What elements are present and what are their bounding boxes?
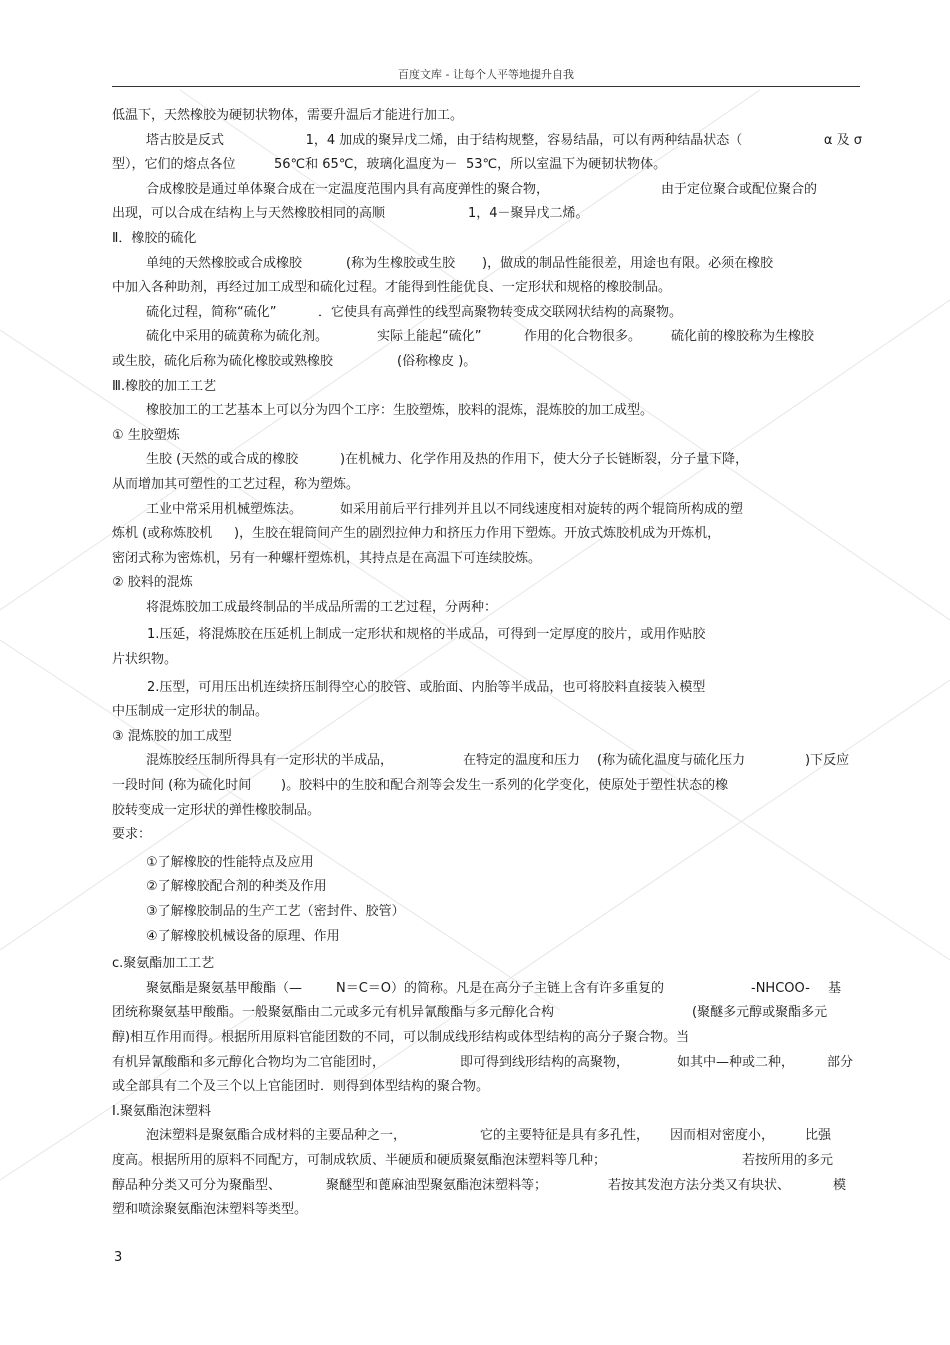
text-line bbox=[112, 202, 862, 227]
text-line bbox=[112, 1174, 862, 1199]
text-segment: ③ 混炼胶的加工成型 bbox=[112, 728, 232, 744]
text-segment: 泡沫塑料是聚氨酯合成材料的主要品种之一， bbox=[146, 1128, 407, 1144]
text-segment: 若按所用的多元 bbox=[742, 1152, 834, 1168]
text-segment: 炼机 (或称炼胶机 bbox=[112, 526, 213, 542]
text-segment: 1.压延，将混炼胶在压延机上制成一定形状和规格的半成品，可得到一定厚度的胶片，或用作贴胶 bbox=[147, 627, 706, 643]
text-segment: 若按其发泡方法分类又有块状、 bbox=[608, 1177, 791, 1193]
text-line bbox=[112, 1001, 862, 1026]
text-segment: 要求： bbox=[112, 827, 152, 843]
text-segment: )，生胶在辊筒间产生的剧烈拉伸力和挤压力作用下塑炼。开放式炼胶机成为开炼机， bbox=[234, 526, 721, 542]
text-line bbox=[112, 799, 862, 824]
text-line bbox=[112, 1051, 862, 1076]
page-header bbox=[112, 66, 860, 87]
text-segment: 比强 bbox=[805, 1128, 832, 1144]
text-segment: 胶转变成一定形状的弹性橡胶制品。 bbox=[112, 802, 321, 818]
text-segment: 团统称聚氨基甲酸酯。一般聚氨酯由二元或多元有机异氰酸酯与多元醇化合构 bbox=[112, 1005, 555, 1021]
text-segment: 中加入各种助剂，再经过加工成型和硫化过程。才能得到性能优良、一定形状和规格的橡胶制品。 bbox=[112, 280, 672, 296]
text-line bbox=[112, 1026, 862, 1051]
text-segment: 聚醚型和蓖麻油型聚氨酯泡沫塑料等； bbox=[326, 1177, 548, 1193]
text-segment: N＝C＝O）的简称。凡是在高分子主链上含有许多重复的 bbox=[336, 980, 665, 996]
text-segment: ．它使具有高弹性的线型高聚物转变成交联网状结构的高聚物。 bbox=[318, 304, 683, 320]
subsection-heading bbox=[112, 571, 862, 596]
text-segment: 如采用前后平行排列并且以不同线速度相对旋转的两个辊筒所构成的塑 bbox=[340, 501, 744, 517]
text-segment: ③了解橡胶制品的生产工艺（密封件、胶管） bbox=[146, 904, 405, 919]
requirement-item bbox=[112, 900, 862, 925]
text-line bbox=[112, 1149, 862, 1174]
text-line bbox=[112, 153, 862, 178]
text-segment: 它的主要特征是具有多孔性， bbox=[480, 1128, 650, 1144]
text-segment: (称为生橡胶或生胶 bbox=[346, 255, 456, 271]
text-segment: (称为硫化温度与硫化压力 bbox=[597, 753, 746, 769]
text-segment: ①了解橡胶的性能特点及应用 bbox=[146, 854, 314, 870]
text-line bbox=[112, 350, 862, 375]
text-segment: 橡胶加工的工艺基本上可以分为四个工序：生胶塑炼，胶料的混炼，混炼胶的加工成型。 bbox=[146, 403, 654, 419]
text-segment: 有机异氰酸酯和多元醇化合物均为二官能团时， bbox=[112, 1054, 386, 1070]
text-segment: 基 bbox=[828, 980, 842, 996]
text-line bbox=[112, 276, 862, 301]
section-heading bbox=[112, 227, 862, 252]
text-segment: 56℃和 65℃，玻璃化温度为－ bbox=[274, 157, 458, 173]
text-segment: 即可得到线形结构的高聚物， bbox=[460, 1054, 630, 1070]
text-line bbox=[112, 498, 862, 523]
text-segment: 醇)相互作用而得。根据所用原料官能团数的不同，可以制成线形结构或体型结构的高分子聚合物。当 bbox=[112, 1029, 690, 1045]
text-segment: 工业中常采用机械塑炼法。 bbox=[146, 501, 303, 517]
document-body bbox=[112, 104, 862, 1223]
header-title: 百度文库 - 让每个人平等地提升自我 bbox=[398, 68, 574, 81]
subsection-heading bbox=[112, 424, 862, 449]
text-segment: 混炼胶经压制所得具有一定形状的半成品， bbox=[146, 753, 394, 769]
text-segment: 2.压型，可用压出机连续挤压制得空心的胶管、或胎面、内胎等半成品，也可将胶料直接装入模型 bbox=[147, 679, 706, 695]
text-segment: 型），它们的熔点各位 bbox=[112, 157, 236, 173]
text-segment: 中压制成一定形状的制品。 bbox=[112, 704, 269, 720]
text-segment: -NHCOO- bbox=[751, 980, 810, 996]
text-line bbox=[112, 104, 862, 129]
text-line bbox=[112, 522, 862, 547]
subsection-heading bbox=[112, 1100, 862, 1125]
text-segment: 部分 bbox=[827, 1054, 854, 1070]
text-segment: )，做成的制品性能很差，用途也有限。必须在橡胶 bbox=[482, 255, 774, 271]
text-segment: 度高。根据所用的原料不同配方，可制成软质、半硬质和硬质聚氨酯泡沫塑料等几种； bbox=[112, 1152, 607, 1168]
text-segment: 聚氨酯是聚氨基甲酸酯（— bbox=[146, 980, 303, 996]
text-segment: 如其中—种或二种， bbox=[677, 1054, 795, 1070]
text-segment: 模 bbox=[833, 1177, 847, 1193]
text-line bbox=[112, 1198, 862, 1223]
text-segment: (聚醚多元醇或聚酯多元 bbox=[692, 1005, 828, 1021]
text-segment: c.聚氨酯加工工艺 bbox=[112, 956, 215, 972]
text-segment: 在特定的温度和压力 bbox=[463, 753, 581, 769]
subsection-heading bbox=[112, 725, 862, 750]
text-line bbox=[112, 252, 862, 277]
text-line bbox=[112, 749, 862, 774]
text-segment: 塑和喷涂聚氨酯泡沫塑料等类型。 bbox=[112, 1202, 308, 1218]
text-segment: 由于定位聚合或配位聚合的 bbox=[661, 181, 818, 197]
text-line bbox=[112, 547, 862, 572]
text-line bbox=[112, 1075, 862, 1100]
text-segment: ④了解橡胶机械设备的原理、作用 bbox=[146, 928, 340, 944]
text-line bbox=[112, 301, 862, 326]
text-line bbox=[112, 399, 862, 424]
text-segment: (俗称橡皮 )。 bbox=[397, 353, 477, 369]
text-segment: 1，4 加成的聚异戊二烯，由于结构规整，容易结晶，可以有两种结晶状态（ bbox=[305, 132, 743, 148]
text-line bbox=[112, 325, 862, 350]
text-segment: 合成橡胶是通过单体聚合成在一定温度范围内具有高度弹性的聚合物， bbox=[146, 181, 550, 197]
text-line bbox=[112, 1124, 862, 1149]
text-segment: )在机械力、化学作用及热的作用下，使大分子长链断裂，分子量下降， bbox=[340, 452, 749, 468]
text-segment: Ⅰ.聚氨酯泡沫塑料 bbox=[112, 1103, 211, 1119]
text-line bbox=[112, 178, 862, 203]
text-segment: )。胶料中的生胶和配合剂等会发生一系列的化学变化，使原处于塑性状态的橡 bbox=[281, 778, 729, 794]
page-number: 3 bbox=[114, 1250, 123, 1265]
text-segment: 从而增加其可塑性的工艺过程，称为塑炼。 bbox=[112, 476, 360, 492]
text-line bbox=[112, 129, 862, 154]
text-segment: ②了解橡胶配合剂的种类及作用 bbox=[146, 879, 327, 895]
text-line bbox=[112, 977, 862, 1002]
text-segment: ① 生胶塑炼 bbox=[112, 427, 180, 443]
text-line bbox=[112, 623, 862, 648]
text-segment: ② 胶料的混炼 bbox=[112, 575, 193, 591]
text-line bbox=[112, 596, 862, 621]
requirement-item bbox=[112, 925, 862, 950]
text-segment: 醇品种分类又可分为聚酯型、 bbox=[112, 1177, 282, 1193]
text-segment: 将混炼胶加工成最终制品的半成品所需的工艺过程，分两种： bbox=[146, 599, 498, 615]
text-segment: 片状织物。 bbox=[112, 652, 178, 668]
text-line bbox=[112, 774, 862, 799]
text-segment: 1，4－聚异戊二烯。 bbox=[468, 206, 589, 222]
text-segment: 硫化中采用的硫黄称为硫化剂。 bbox=[146, 329, 329, 345]
section-heading bbox=[112, 375, 862, 400]
section-heading bbox=[112, 952, 862, 977]
text-segment: 硫化前的橡胶称为生橡胶 bbox=[671, 329, 815, 345]
text-segment: Ⅱ．橡胶的硫化 bbox=[112, 230, 197, 246]
text-segment: 实际上能起“硫化” bbox=[377, 329, 482, 345]
text-segment: 或全部具有二个及三个以上官能团时．则得到体型结构的聚合物。 bbox=[112, 1079, 490, 1095]
text-line bbox=[112, 823, 862, 848]
text-segment: α 及 σ bbox=[823, 132, 862, 148]
text-line bbox=[112, 448, 862, 473]
text-segment: 或生胶，硫化后称为硫化橡胶或熟橡胶 bbox=[112, 353, 334, 369]
text-segment: Ⅲ.橡胶的加工工艺 bbox=[112, 378, 217, 394]
text-segment: 一段时间 (称为硫化时间 bbox=[112, 778, 252, 794]
text-line bbox=[112, 648, 862, 673]
text-segment: 塔古胶是反式 bbox=[146, 132, 225, 148]
text-segment: )下反应 bbox=[805, 753, 850, 769]
text-segment: 单纯的天然橡胶或合成橡胶 bbox=[146, 255, 303, 271]
text-segment: 低温下，天然橡胶为硬韧状物体，需要升温后才能进行加工。 bbox=[112, 108, 464, 123]
text-segment: 作用的化合物很多。 bbox=[524, 329, 642, 345]
text-segment: 出现，可以合成在结构上与天然橡胶相同的高顺 bbox=[112, 206, 386, 222]
text-segment: 密闭式称为密炼机，另有一种螺杆塑炼机，其持点是在高温下可连续胶炼。 bbox=[112, 550, 542, 566]
text-segment: 生胶 (天然的或合成的橡胶 bbox=[146, 452, 299, 468]
text-segment: 因而相对密度小， bbox=[670, 1128, 775, 1144]
text-line bbox=[112, 700, 862, 725]
text-segment: 53℃，所以室温下为硬韧状物体。 bbox=[466, 157, 667, 173]
requirement-item bbox=[112, 875, 862, 900]
requirement-item bbox=[112, 851, 862, 876]
text-line bbox=[112, 676, 862, 701]
text-segment: 硫化过程，简称“硫化” bbox=[146, 304, 277, 320]
text-line bbox=[112, 473, 862, 498]
